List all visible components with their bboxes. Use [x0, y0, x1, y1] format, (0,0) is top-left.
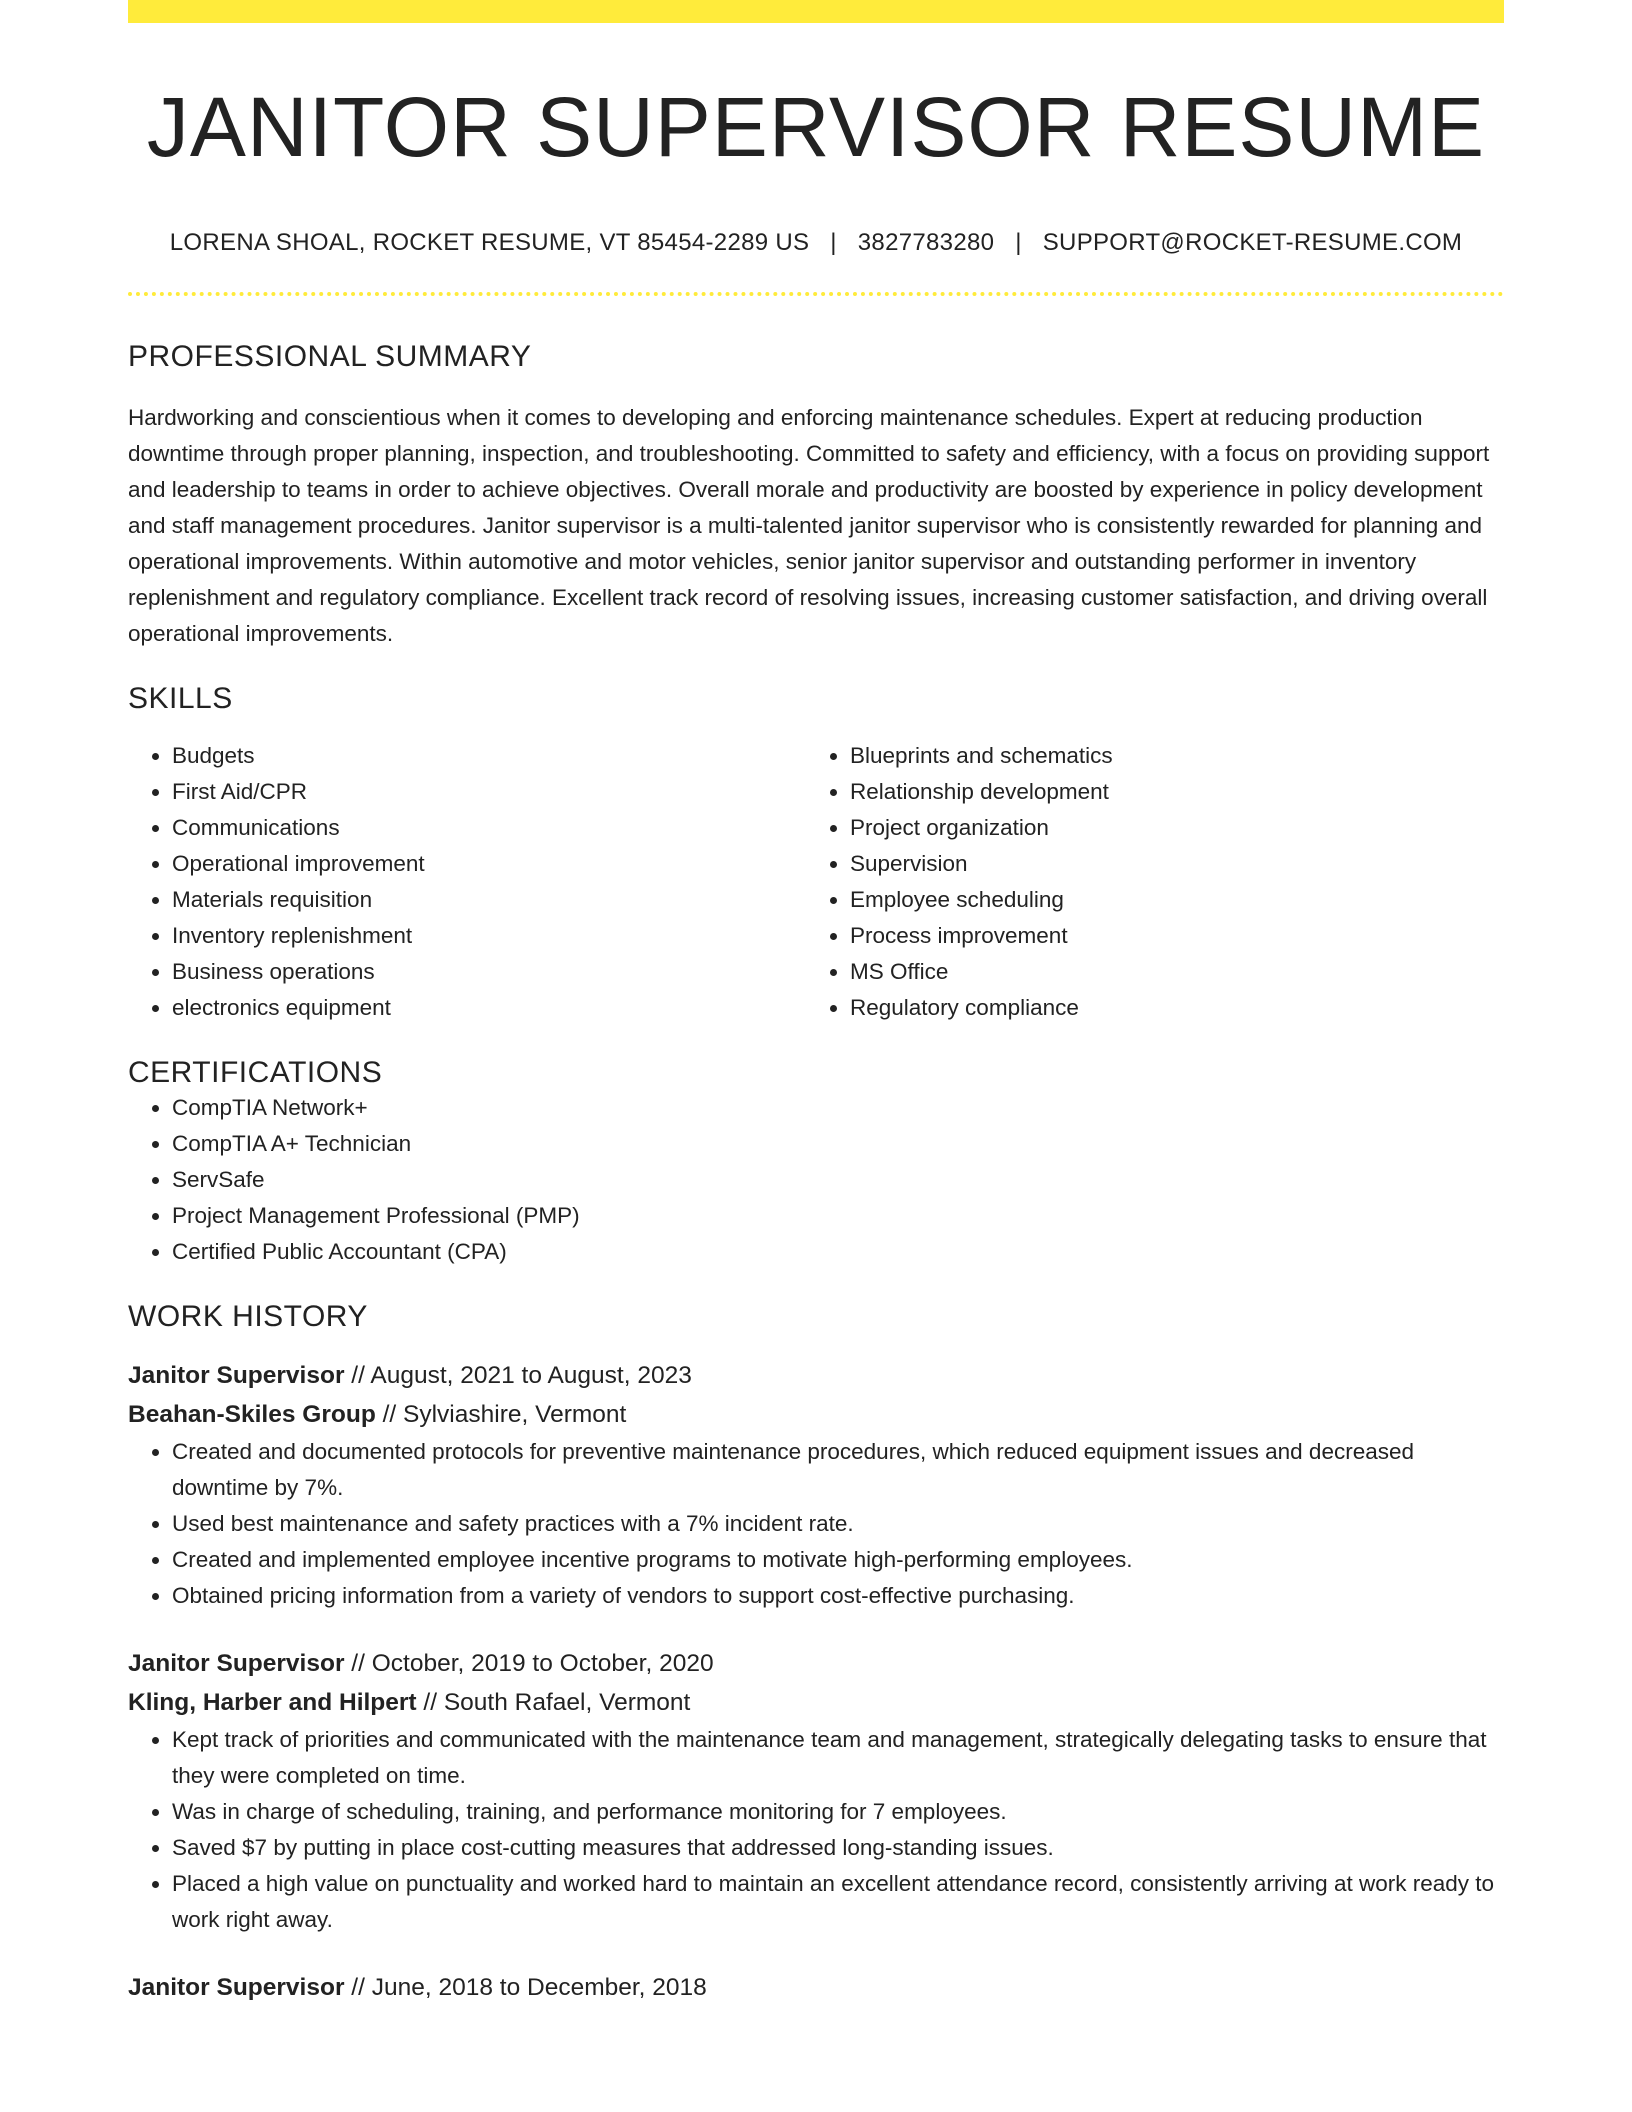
- contact-phone: 3827783280: [857, 229, 995, 257]
- certifications-list: [128, 1090, 1504, 1270]
- skill-item: • Process improvement: [850, 918, 1484, 954]
- skills-heading: SKILLS: [128, 682, 233, 716]
- contact-email: SUPPORT@ROCKET-RESUME.COM: [1042, 229, 1463, 257]
- contact-separator: |: [1015, 229, 1022, 257]
- job-title: Janitor Supervisor: [128, 1362, 345, 1390]
- certification-item: • CompTIA Network+: [172, 1090, 1504, 1126]
- skill-item: • MS Office: [850, 954, 1484, 990]
- job-bullet: • Created and implemented employee incentive programs to motivate high-performing employees.: [172, 1542, 1504, 1578]
- summary-heading: PROFESSIONAL SUMMARY: [128, 340, 532, 374]
- certification-item: • CompTIA A+ Technician: [172, 1126, 1504, 1162]
- job-bullet: • Saved $7 by putting in place cost-cutting measures that addressed long-standing issues.: [172, 1830, 1504, 1866]
- job-location: // South Rafael, Vermont: [416, 1689, 691, 1717]
- contact-address: LORENA SHOAL, ROCKET RESUME, VT 85454-2289 US: [169, 229, 810, 257]
- job-company: Kling, Harber and Hilpert: [128, 1689, 417, 1717]
- job-dates: // August, 2021 to August, 2023: [344, 1362, 692, 1390]
- skill-item: • Relationship development: [850, 774, 1484, 810]
- job-company-line: [128, 1395, 1504, 1434]
- job-entry: [128, 1968, 1504, 2007]
- job-entry: [128, 1356, 1504, 1614]
- summary-text: Hardworking and conscientious when it comes to developing and enforcing maintenance schedules. Expert at reducing production downtime through proper planning, inspection, and troubleshooting. Committed to safety and efficiency, with a focus on providing support and leadership to teams in order to achieve objectives. Overall morale and productivity are boosted by experience in policy development and staff management procedures. Janitor supervisor is a multi-talented janitor supervisor who is consistently rewarded for planning and operational improvements. Within automotive and motor vehicles, senior janitor supervisor and outstanding performer in inventory replenishment and regulatory compliance. Excellent track record of resolving issues, increasing customer satisfaction, and driving overall operational improvements.: [128, 405, 1490, 647]
- certification-item: • ServSafe: [172, 1162, 1504, 1198]
- job-dates: // June, 2018 to December, 2018: [344, 1974, 707, 2002]
- skill-item: • Project organization: [850, 810, 1484, 846]
- job-bullets: [128, 1722, 1504, 1938]
- skill-item: • Communications: [172, 810, 806, 846]
- skill-item: • Budgets: [172, 738, 806, 774]
- skills-list-right: [850, 738, 1484, 1026]
- skills-column-left: [128, 738, 806, 1026]
- job-company: Beahan-Skiles Group: [128, 1401, 376, 1429]
- job-bullet: • Was in charge of scheduling, training, and performance monitoring for 7 employees.: [172, 1794, 1504, 1830]
- dotted-divider: [128, 292, 1504, 296]
- skill-item: • Operational improvement: [172, 846, 806, 882]
- job-title-line: [128, 1968, 1504, 2007]
- job-title: Janitor Supervisor: [128, 1974, 345, 2002]
- skill-item: • Blueprints and schematics: [850, 738, 1484, 774]
- certification-item: • Project Management Professional (PMP): [172, 1198, 1504, 1234]
- skills-column-right: [806, 738, 1484, 1026]
- job-bullets: [128, 1434, 1504, 1614]
- contact-separator: |: [830, 229, 837, 257]
- skill-item: • Inventory replenishment: [172, 918, 806, 954]
- job-bullet: • Used best maintenance and safety practices with a 7% incident rate.: [172, 1506, 1504, 1542]
- skill-item: • electronics equipment: [172, 990, 806, 1026]
- skill-item: • Supervision: [850, 846, 1484, 882]
- job-bullet: • Kept track of priorities and communicated with the maintenance team and management, strategically delegating tasks to ensure that they were completed on time.: [172, 1722, 1504, 1794]
- skill-item: • Business operations: [172, 954, 806, 990]
- job-title-line: [128, 1644, 1504, 1683]
- job-title: Janitor Supervisor: [128, 1650, 345, 1678]
- job-bullet: • Created and documented protocols for preventive maintenance procedures, which reduced equipment issues and decreased downtime by 7%.: [172, 1434, 1504, 1506]
- skill-item: • First Aid/CPR: [172, 774, 806, 810]
- job-entry: [128, 1644, 1504, 1938]
- certification-item: • Certified Public Accountant (CPA): [172, 1234, 1504, 1270]
- skills-grid: [128, 738, 1504, 1026]
- skill-item: • Regulatory compliance: [850, 990, 1484, 1026]
- job-bullet: • Placed a high value on punctuality and worked hard to maintain an excellent attendance record, consistently arriving at work ready to work right away.: [172, 1866, 1504, 1938]
- job-title-line: [128, 1356, 1504, 1395]
- job-dates: // October, 2019 to October, 2020: [344, 1650, 714, 1678]
- job-bullet: • Obtained pricing information from a variety of vendors to support cost-effective purchasing.: [172, 1578, 1504, 1614]
- job-company-line: [128, 1683, 1504, 1722]
- skill-item: • Employee scheduling: [850, 882, 1484, 918]
- resume-page: [128, 0, 1504, 2112]
- accent-bar: [128, 0, 1504, 23]
- job-location: // Sylviashire, Vermont: [375, 1401, 627, 1429]
- resume-title: JANITOR SUPERVISOR RESUME: [146, 80, 1486, 174]
- contact-line: [128, 229, 1504, 258]
- skill-item: • Materials requisition: [172, 882, 806, 918]
- skills-list-left: [172, 738, 806, 1026]
- certifications-heading: CERTIFICATIONS: [128, 1056, 383, 1090]
- work-history-heading: WORK HISTORY: [128, 1300, 368, 1334]
